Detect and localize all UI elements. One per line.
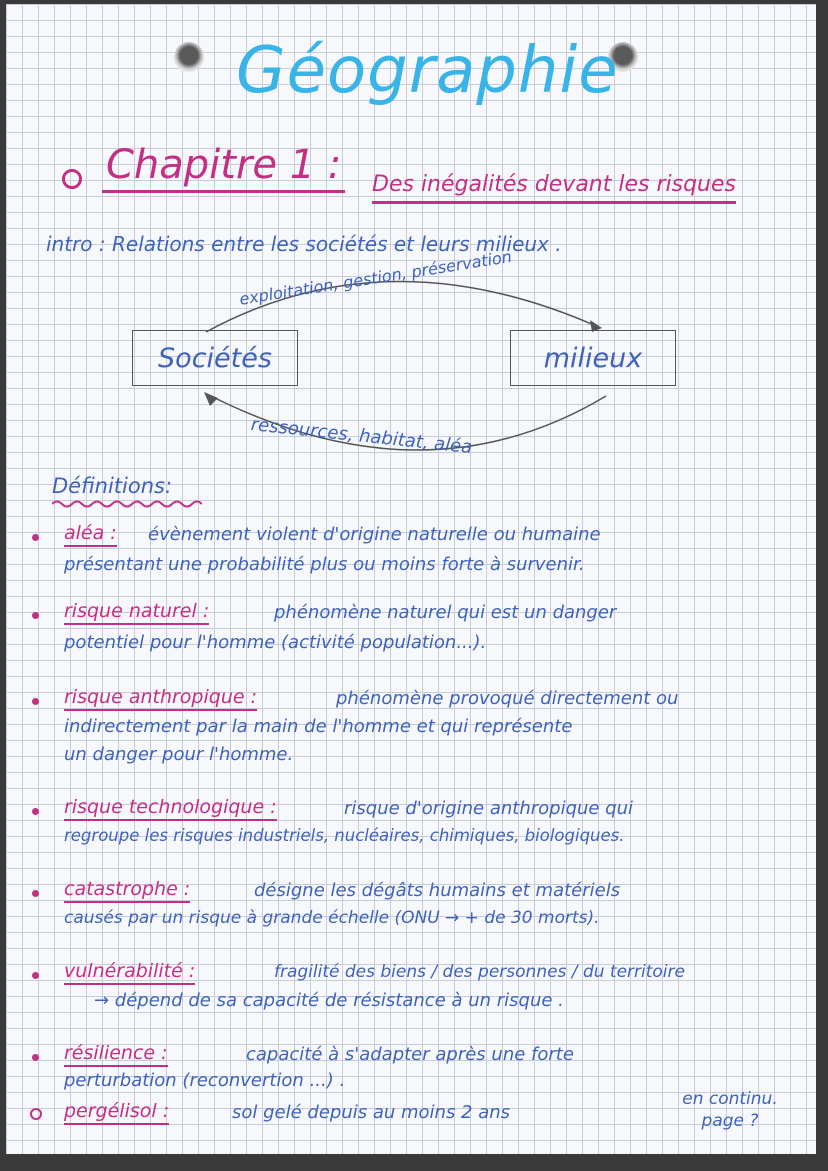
definition-line: causés par un risque à grande échelle (ONU → + de 30 morts). <box>64 908 600 928</box>
bullet <box>32 534 39 541</box>
bullet <box>32 1054 39 1061</box>
term: catastrophe : <box>64 878 190 903</box>
intro-text: intro : Relations entre les sociétés et leurs milieux . <box>46 232 562 256</box>
definition-line: sol gelé depuis au moins 2 ans <box>232 1102 511 1123</box>
definition-line: phénomène provoqué directement ou <box>336 688 679 709</box>
definition-line: désigne les dégâts humains et matériels <box>254 880 621 901</box>
definition-line: perturbation (reconvertion ...) . <box>64 1070 346 1091</box>
box-milieux: milieux <box>510 330 676 386</box>
definition-line: présentant une probabilité plus ou moins forte à survenir. <box>64 554 585 575</box>
bullet <box>32 612 39 619</box>
bullet <box>32 972 39 979</box>
definition-line: regroupe les risques industriels, nucléaires, chimiques, biologiques. <box>64 826 625 845</box>
term: risque naturel : <box>64 600 209 625</box>
bullet <box>32 890 39 897</box>
margin-note: en continu. page ? <box>682 1089 778 1131</box>
chapter-subtitle: Des inégalités devant les risques <box>372 172 736 204</box>
bottom-arrowhead <box>204 392 218 406</box>
bullet <box>32 698 39 705</box>
term: pergélisol : <box>64 1100 169 1125</box>
definition-line: potentiel pour l'homme (activité population...). <box>64 632 487 653</box>
notebook-page <box>6 4 816 1154</box>
bullet <box>32 808 39 815</box>
term: résilience : <box>64 1042 168 1067</box>
definition-line: risque d'origine anthropique qui <box>344 798 634 819</box>
bottom-arrow-label: ressources, habitat, aléa <box>249 414 474 459</box>
definitions-title: Définitions: <box>52 474 173 498</box>
top-arrow-label: exploitation, gestion, préservation <box>238 246 514 309</box>
term: risque technologique : <box>64 796 277 821</box>
term: vulnérabilité : <box>64 960 195 985</box>
chapter-label: Chapitre 1 : <box>102 142 345 193</box>
hollow-bullet <box>30 1108 42 1120</box>
definition-line: phénomène naturel qui est un danger <box>274 602 617 623</box>
term: risque anthropique : <box>64 686 257 711</box>
definition-line: un danger pour l'homme. <box>64 744 294 765</box>
wavy-underline <box>52 499 202 509</box>
definition-line: → dépend de sa capacité de résistance à un risque . <box>94 990 564 1011</box>
page-title: Géographie <box>236 34 619 108</box>
definition-line: évènement violent d'origine naturelle ou humaine <box>148 524 601 545</box>
box-societes: Sociétés <box>132 330 298 386</box>
term: aléa : <box>64 522 117 547</box>
relations-diagram <box>6 4 816 484</box>
definition-line: indirectement par la main de l'homme et qui représente <box>64 716 573 737</box>
definition-line: fragilité des biens / des personnes / du territoire <box>274 962 685 982</box>
definition-line: capacité à s'adapter après une forte <box>246 1044 574 1065</box>
